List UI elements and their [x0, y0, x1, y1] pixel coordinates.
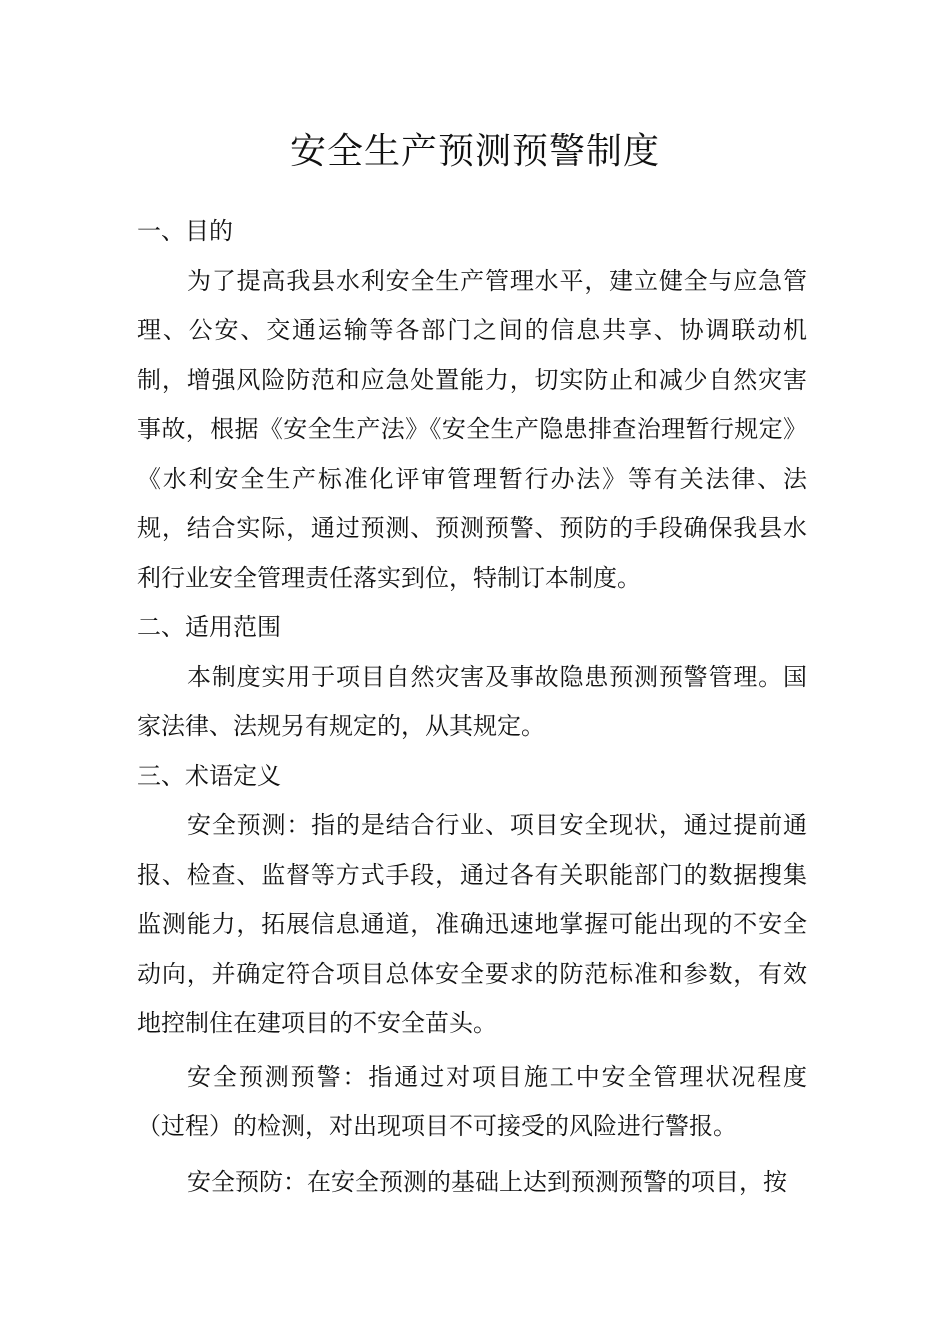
section-heading: 三、术语定义 — [137, 761, 281, 790]
paragraph: 安全预测预警：指通过对项目施工中安全管理状况程度（过程）的检测，对出现项目不可接受的风险进行警报。 — [137, 1062, 807, 1140]
paragraph: 为了提高我县水利安全生产管理水平，建立健全与应急管理、公安、交通运输等各部门之间的信息共享、协调联动机制，增强风险防范和应急处置能力，切实防止和减少自然灾害事故，根据《安全生产法》《安全生产隐患排查治理暂行规定》《水利安全生产标准化评审管理暂行办法》等有关法律、法规，结合实际，通过预测、预测预警、预防的手段确保我县水利行业安全管理责任落实到位，特制订本制度。 — [137, 266, 807, 592]
paragraph: 本制度实用于项目自然灾害及事故隐患预测预警管理。国家法律、法规另有规定的，从其规定。 — [137, 662, 807, 740]
section-scope — [137, 603, 807, 752]
section-purpose — [137, 207, 807, 603]
section-definitions — [137, 752, 807, 1208]
paragraph: 安全预防：在安全预测的基础上达到预测预警的项目，按 — [187, 1167, 787, 1196]
section-heading: 二、适用范围 — [137, 613, 281, 641]
document-body — [137, 207, 807, 1207]
section-heading: 一、目的 — [137, 217, 233, 245]
document-title: 安全生产预测预警制度 — [289, 131, 660, 172]
paragraph: 安全预测：指的是结合行业、项目安全现状，通过提前通报、检查、监督等方式手段，通过各有关职能部门的数据搜集监测能力，拓展信息通道，准确迅速地掌握可能出现的不安全动向，并确定符合项目总体安全要求的防范标准和参数，有效地控制住在建项目的不安全苗头。 — [137, 811, 807, 1037]
